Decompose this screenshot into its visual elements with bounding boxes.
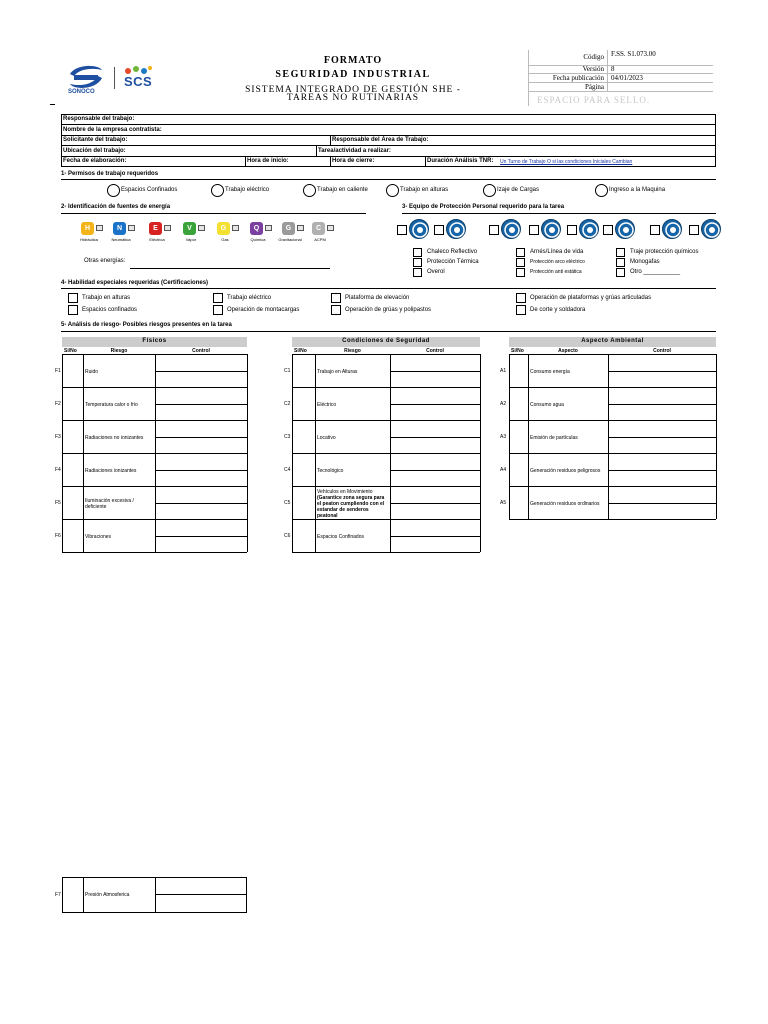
epp-check-0[interactable]	[397, 225, 407, 235]
epp-check-2[interactable]	[489, 225, 499, 235]
fisicos-code-1: F2	[55, 400, 61, 407]
duracion-label: Duración Análisis TNR:	[427, 158, 494, 164]
ambiental-code-2: A3	[500, 433, 507, 440]
responsable-label[interactable]: Responsable del trabajo:	[63, 116, 135, 122]
fisicos-riesgo-3: Radiaciones ionizantes	[85, 467, 137, 474]
ambiental-code-4: A5	[500, 499, 507, 506]
tarea-label[interactable]: Tarea/actividad a realizar:	[318, 148, 391, 154]
energia-icon-5: Q	[250, 222, 263, 235]
scs-logo	[112, 64, 172, 94]
fisicos-row-3	[85, 457, 153, 484]
permiso-label-5: Ingreso a la Maquina	[609, 187, 666, 193]
energia-label-0: Hidráulica	[80, 237, 98, 242]
habilidad-title: 4- Habilidad especiales requeridas (Certificaciones)	[61, 280, 209, 286]
ambiental-vline	[528, 354, 529, 519]
condiciones-code-1: C2	[284, 400, 291, 407]
condiciones-control-cell-4[interactable]	[391, 487, 479, 518]
meta-table	[528, 50, 712, 106]
habilidad-row2-label-0: Espacios confinados	[82, 307, 138, 313]
ambiental-row-0	[530, 358, 606, 385]
ambiental-riesgo-2: Emisión de partículas	[530, 434, 578, 441]
ubicacion-label[interactable]: Ubicación del trabajo:	[63, 148, 126, 154]
condiciones-code-3: C4	[284, 466, 291, 473]
epp-check-6[interactable]	[650, 225, 660, 235]
meta-label-fecha: Fecha publicación	[552, 74, 604, 82]
epp-col3-label-2: Otro ___________	[630, 269, 681, 275]
epp-col2-check-2[interactable]	[516, 268, 525, 277]
boot-icon	[409, 219, 429, 239]
fisicos-control-cell-3[interactable]	[156, 454, 246, 485]
ambiental-row-4	[530, 490, 606, 517]
condiciones-riesgo-4: Vehículos en Movimiento	[317, 488, 373, 495]
condiciones-code-5: C6	[284, 532, 291, 539]
energia-label-1: Neumática	[111, 237, 131, 242]
title-seguridad: SEGURIDAD INDUSTRIAL	[275, 69, 431, 80]
ambiental-riesgo-3: Generación residuos peligrosos	[530, 467, 601, 474]
fisicos-riesgo-0: Ruido	[85, 368, 99, 375]
energia-check-0[interactable]	[96, 225, 103, 231]
duracion-link[interactable]: Un Turno de Trabajo O si las condiciones Iniciales Cambian	[500, 159, 633, 165]
epp-col3-check-0[interactable]	[616, 248, 625, 257]
epp-col1-check-1[interactable]	[413, 258, 422, 267]
habilidad-row2-check-2[interactable]	[331, 305, 341, 315]
header	[58, 50, 714, 106]
condiciones-vline	[480, 354, 481, 552]
habilidad-row1-check-0[interactable]	[68, 293, 78, 303]
habilidad-row1-check-2[interactable]	[331, 293, 341, 303]
ambiental-row-3	[530, 457, 606, 484]
ambiental-code-3: A4	[500, 466, 507, 473]
fisicos-control-cell-5[interactable]	[156, 520, 246, 551]
fisicos-extra-sino-cell[interactable]	[63, 878, 82, 912]
habilidad-row2-label-2: Operación de grúas y polipastos	[345, 307, 432, 313]
epp-col1-check-2[interactable]	[413, 268, 422, 277]
condiciones-sino-cell-2[interactable]	[293, 421, 314, 452]
epp-col1-label-2: Overol	[427, 269, 445, 275]
meta-value-version: 8	[611, 65, 615, 73]
habilidad-row1-label-1: Trabajo eléctrico	[227, 295, 272, 301]
condiciones-sino-cell-4[interactable]	[293, 487, 314, 518]
condiciones-riesgo-0: Trabajo en Alturas	[317, 368, 358, 375]
fisicos-row-2	[85, 424, 153, 451]
epp-check-5[interactable]	[603, 225, 613, 235]
epp-col2-label-0: Arnés/Línea de vida	[530, 249, 584, 255]
habilidad-row1-label-2: Plataforma de elevación	[345, 295, 410, 301]
empresa-label[interactable]: Nombre de la empresa contratista:	[63, 127, 162, 133]
fisicos-code-0: F1	[55, 367, 61, 374]
permiso-label-0: Espacios Confinados	[121, 187, 178, 193]
epp-check-3[interactable]	[529, 225, 539, 235]
energia-check-5[interactable]	[265, 225, 272, 231]
condiciones-code-4: C5	[284, 499, 291, 506]
sonoco-logo	[64, 64, 108, 96]
ambiental-control-cell-3[interactable]	[609, 454, 715, 485]
ambiental-sino-cell-1[interactable]	[510, 388, 527, 419]
permiso-radio-3[interactable]	[386, 184, 399, 197]
permisos-title: 1- Permisos de trabajo requeridos	[61, 171, 159, 177]
ambiental-control-cell-1[interactable]	[609, 388, 715, 419]
ambiental-row-line	[509, 519, 716, 520]
permiso-radio-5[interactable]	[595, 184, 608, 197]
epp-col1-check-0[interactable]	[413, 248, 422, 257]
sello-label: ESPACIO PARA SELLO.	[537, 95, 651, 105]
helmet-icon	[446, 219, 466, 239]
glasses-icon	[501, 219, 521, 239]
fisicos-row-5	[85, 523, 153, 550]
fisicos-row-4	[85, 490, 153, 517]
meta-value-codigo: F.SS. S1.073.00	[611, 50, 656, 58]
fisicos-sino-cell-1[interactable]	[63, 388, 82, 419]
fisicos-extra-riesgo: Presión Atmosferica	[85, 892, 130, 898]
fisicos-extra-vline	[83, 877, 84, 913]
epp-col2-check-1[interactable]	[516, 258, 525, 267]
condiciones-riesgo-2: Locativo	[317, 434, 336, 441]
fisicos-sino-cell-5[interactable]	[63, 520, 82, 551]
hora-cierre-label[interactable]: Hora de cierre:	[332, 158, 375, 164]
fisicos-sino-cell-2[interactable]	[63, 421, 82, 452]
condiciones-control-cell-1[interactable]	[391, 388, 479, 419]
condiciones-sino-cell-0[interactable]	[293, 355, 314, 386]
energia-check-3[interactable]	[198, 225, 205, 231]
energia-check-4[interactable]	[232, 225, 239, 231]
fisicos-row-line	[62, 552, 247, 553]
epp-col2-label-2: Protección anti estática	[530, 269, 582, 275]
condiciones-riesgo-note-4: (Garantice zona segura para el peaton cumpliendo con el estandar de senderos peatonal	[317, 494, 385, 519]
fisicos-control-cell-2[interactable]	[156, 421, 246, 452]
energia-check-6[interactable]	[297, 225, 304, 231]
ambiental-sino-cell-0[interactable]	[510, 355, 527, 386]
epp-check-4[interactable]	[567, 225, 577, 235]
condiciones-control-cell-0[interactable]	[391, 355, 479, 386]
fisicos-header: Físicos	[142, 338, 167, 344]
fisicos-control-cell-0[interactable]	[156, 355, 246, 386]
face-shield-icon	[541, 219, 561, 239]
epp-col3-check-2[interactable]	[616, 268, 625, 277]
fisicos-col-control: Control	[192, 348, 210, 354]
condiciones-row-0	[317, 358, 388, 385]
sonoco-logo-text: SONOCO	[68, 89, 95, 95]
ambiental-control-cell-4[interactable]	[609, 487, 715, 518]
ambiental-control-cell-2[interactable]	[609, 421, 715, 452]
habilidad-row1-label-3: Operación de plataformas y grúas articuladas	[530, 295, 652, 301]
otras-energias-line[interactable]	[130, 268, 330, 269]
condiciones-row-5	[317, 523, 388, 550]
fecha-label[interactable]: Fecha de elaboración:	[63, 158, 127, 164]
meta-label-codigo: Código	[583, 53, 604, 61]
fisicos-control-cell-1[interactable]	[156, 388, 246, 419]
condiciones-control-cell-2[interactable]	[391, 421, 479, 452]
ambiental-sino-cell-4[interactable]	[510, 487, 527, 518]
condiciones-riesgo-5: Espacios Confinados	[317, 533, 364, 540]
ambiental-control-cell-0[interactable]	[609, 355, 715, 386]
permiso-label-3: Trabajo en alturas	[400, 187, 449, 193]
permiso-radio-0[interactable]	[107, 184, 120, 197]
condiciones-control-cell-5[interactable]	[391, 520, 479, 551]
condiciones-sino-cell-5[interactable]	[293, 520, 314, 551]
condiciones-sino-cell-1[interactable]	[293, 388, 314, 419]
habilidad-row1-label-0: Trabajo en alturas	[82, 295, 131, 301]
permiso-label-1: Trabajo eléctrico	[225, 187, 270, 193]
fisicos-riesgo-5: Vibraciones	[85, 533, 112, 540]
ambiental-sino-cell-2[interactable]	[510, 421, 527, 452]
energia-check-1[interactable]	[128, 225, 135, 231]
ambiental-code-0: A1	[500, 367, 507, 374]
epp-col1-label-0: Chaleco Reflectivo	[427, 249, 478, 255]
ambiental-header: Aspecto Ambiental	[581, 338, 644, 344]
condiciones-row-1	[317, 391, 388, 418]
ambiental-riesgo-4: Generación residuos ordinarios	[530, 500, 600, 507]
title-tareas: TAREAS NO RUTINARIAS	[286, 93, 420, 103]
respirator-icon	[615, 219, 635, 239]
fisicos-extra-control-cell[interactable]	[156, 878, 246, 912]
solicitante-label[interactable]: Solicitante del trabajo:	[63, 137, 128, 143]
permiso-radio-1[interactable]	[211, 184, 224, 197]
permiso-radio-4[interactable]	[483, 184, 496, 197]
fisicos-code-3: F4	[55, 466, 61, 473]
fisicos-riesgo-1: Temperatura calor o frio	[85, 401, 138, 408]
fisicos-code-2: F3	[55, 433, 61, 440]
habilidad-row2-label-3: De corte y soldadora	[530, 307, 586, 313]
ambiental-riesgo-1: Consumo agua	[530, 401, 564, 408]
ambiental-row-1	[530, 391, 606, 418]
condiciones-sino-cell-3[interactable]	[293, 454, 314, 485]
energia-label-2: Eléctrica	[149, 237, 165, 242]
ambiental-col-riesgo: Aspecto	[558, 348, 578, 354]
energia-check-7[interactable]	[327, 225, 334, 231]
epp-col3-label-1: Monogafas	[630, 259, 660, 265]
condiciones-col-riesgo: Riesgo	[344, 348, 361, 354]
meta-label-version: Versión	[582, 65, 604, 73]
riesgo-title: 5- Análisis de riesgo- Posibles riesgos presentes en la tarea	[61, 322, 232, 328]
energia-icon-0: H	[81, 222, 94, 235]
condiciones-row-3	[317, 457, 388, 484]
energia-icon-3: V	[183, 222, 196, 235]
condiciones-riesgo-3: Tecnológico	[317, 467, 344, 474]
responsable-area-label[interactable]: Responsable del Área de Trabajo:	[332, 137, 429, 143]
energia-icon-1: N	[113, 222, 126, 235]
epp-col3-check-1[interactable]	[616, 258, 625, 267]
condiciones-control-cell-3[interactable]	[391, 454, 479, 485]
condiciones-code-2: C3	[284, 433, 291, 440]
fisicos-vline	[247, 354, 248, 552]
habilidad-row2-check-1[interactable]	[213, 305, 223, 315]
habilidad-row1-check-1[interactable]	[213, 293, 223, 303]
epp-check-1[interactable]	[434, 225, 444, 235]
habilidad-row1-check-3[interactable]	[516, 293, 526, 303]
title-formato: FORMATO	[323, 55, 383, 66]
habilidad-row2-label-1: Operación de montacargas	[227, 307, 300, 313]
ambiental-sino-cell-3[interactable]	[510, 454, 527, 485]
ambiental-col-sino: Si/No	[511, 348, 524, 354]
habilidad-row2-check-0[interactable]	[68, 305, 78, 315]
epp-col1-label-1: Protección Térmica	[427, 259, 479, 265]
fisicos-riesgo-4: Iluminación excesiva / deficiente	[85, 497, 134, 510]
fisicos-row-0	[85, 358, 153, 385]
ambiental-code-1: A2	[500, 400, 507, 407]
otras-energias-label: Otras energías:	[84, 258, 126, 264]
condiciones-col-sino: Si/No	[294, 348, 307, 354]
ambiental-vline	[716, 354, 717, 519]
permiso-radio-2[interactable]	[303, 184, 316, 197]
energia-icon-4: G	[217, 222, 230, 235]
meta-value-fecha: 04/01/2023	[611, 74, 643, 82]
fisicos-sino-cell-0[interactable]	[63, 355, 82, 386]
scs-logo-text: SCS	[124, 74, 153, 89]
dash-mark	[50, 104, 55, 105]
permiso-label-4: Izaje de Cargas	[497, 187, 540, 193]
condiciones-code-0: C1	[284, 367, 291, 374]
fisicos-extra-code: F7	[55, 892, 61, 898]
meta-label-pagina: Página	[584, 83, 604, 91]
fisicos-sino-cell-3[interactable]	[63, 454, 82, 485]
fisicos-code-5: F6	[55, 532, 61, 539]
ambiental-riesgo-0: Consumo energía	[530, 368, 570, 375]
hora-inicio-label[interactable]: Hora de inicio:	[247, 158, 289, 164]
energia-label-3: Vapor	[185, 237, 197, 242]
energia-label-6: Gravitacional	[278, 237, 302, 242]
energia-title: 2- Identificación de fuentes de energía	[61, 204, 171, 210]
energia-label-5: Química	[250, 237, 266, 242]
energia-check-2[interactable]	[164, 225, 171, 231]
condiciones-riesgo-1: Eléctrico	[317, 401, 337, 408]
epp-title: 3- Equipo de Protección Personal requerido para la tarea	[402, 204, 565, 210]
energia-label-7: ACPM	[314, 237, 326, 242]
fisicos-col-sino: Si/No	[64, 348, 77, 354]
gloves-icon	[579, 219, 599, 239]
epp-check-7[interactable]	[689, 225, 699, 235]
hood-icon	[701, 219, 721, 239]
fisicos-row-1	[85, 391, 153, 418]
condiciones-col-control: Control	[426, 348, 444, 354]
fisicos-sino-cell-4[interactable]	[63, 487, 82, 518]
permiso-label-2: Trabajo en caliente	[317, 187, 368, 193]
ambiental-col-control: Control	[653, 348, 671, 354]
title-sistema: SISTEMA INTEGRADO DE GESTIÓN SHE -	[245, 85, 461, 95]
fisicos-col-riesgo: Riesgo	[110, 348, 128, 354]
fisicos-code-4: F5	[55, 499, 61, 506]
epp-col2-label-1: Protección arco eléctrico	[530, 259, 585, 265]
condiciones-row-4	[317, 490, 388, 517]
fisicos-riesgo-2: Radiaciones no ionizantes	[85, 434, 144, 441]
epp-col3-label-0: Traje protección químicos	[630, 249, 699, 255]
ear-muffs-icon	[662, 219, 682, 239]
epp-col2-check-0[interactable]	[516, 248, 525, 257]
energia-label-4: Gas	[221, 237, 229, 242]
energia-icon-6: G	[282, 222, 295, 235]
condiciones-row-2	[317, 424, 388, 451]
energia-icon-7: C	[312, 222, 325, 235]
condiciones-header: Condiciones de Seguridad	[342, 338, 430, 344]
ambiental-row-2	[530, 424, 606, 451]
condiciones-row-line	[292, 552, 480, 553]
fisicos-control-cell-4[interactable]	[156, 487, 246, 518]
habilidad-row2-check-3[interactable]	[516, 305, 526, 315]
energia-icon-2: E	[149, 222, 162, 235]
